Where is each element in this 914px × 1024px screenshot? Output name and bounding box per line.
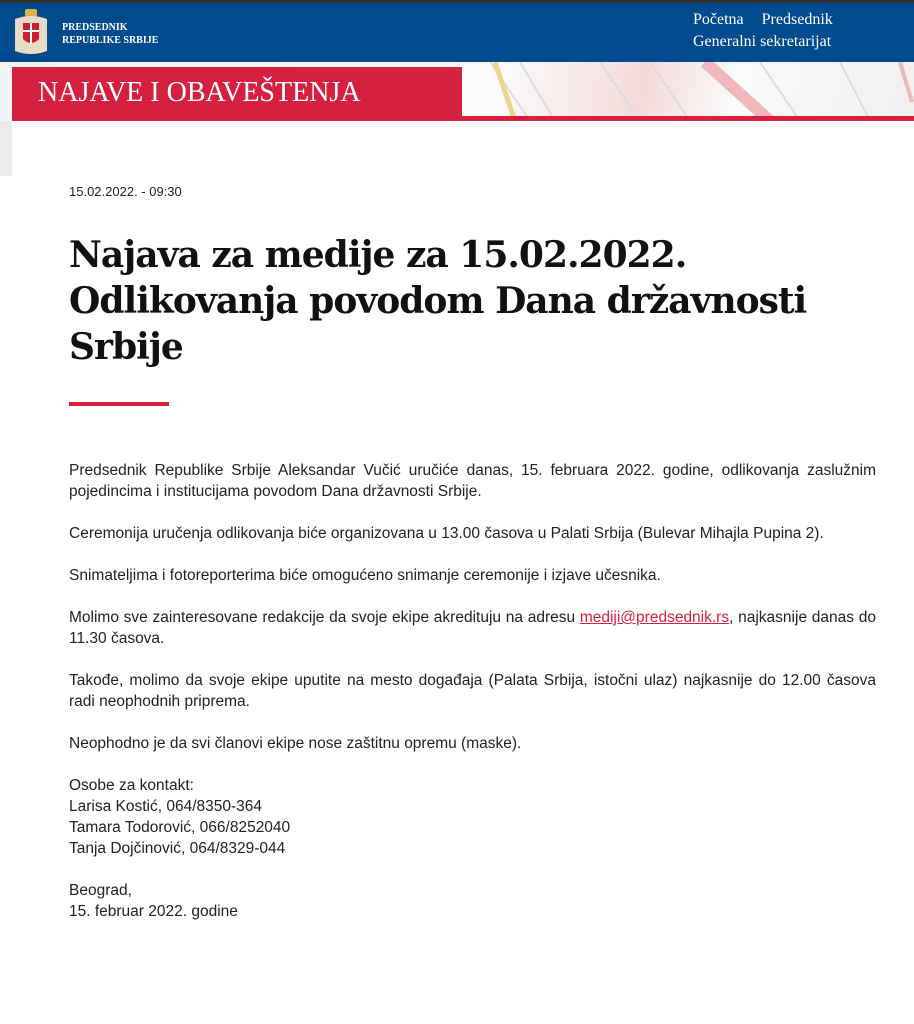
paragraph: Neophodno je da svi članovi ekipe nose zaštitnu opremu (maske).	[69, 735, 522, 752]
nav-predsednik[interactable]: Predsednik	[761, 11, 833, 28]
paragraph: Ceremonija uručenja odlikovanja biće organizovana u 13.00 časova u Palati Srbija (Bulevar Mihajla Pupina 2).	[69, 525, 824, 542]
contact-item: Tamara Todorović, 066/8252040	[69, 819, 291, 836]
nav-generalni-sekretarijat[interactable]: Generalni sekretarijat	[693, 33, 832, 50]
title-accent-bar	[69, 402, 169, 406]
paragraph-text: , najkasnije danas do 11.30 časova.	[69, 609, 876, 647]
signature-date: 15. februar 2022. godine	[69, 903, 238, 920]
brand-name[interactable]	[62, 21, 158, 47]
contact-item: Tanja Dojčinović, 064/8329-044	[69, 840, 286, 857]
contacts	[69, 775, 876, 859]
paragraph	[69, 607, 876, 649]
article-title: Najava za medije za 15.02.2022. Odlikovanja povodom Dana državnosti Srbije	[69, 234, 807, 368]
site-header	[0, 3, 914, 62]
left-gutter	[0, 121, 12, 176]
signature-place: Beograd,	[69, 882, 132, 899]
main-nav	[693, 9, 908, 53]
brand-line-2: REPUBLIKE SRBIJE	[62, 35, 159, 46]
nav-pocetna[interactable]: Početna	[693, 11, 744, 28]
email-link[interactable]: mediji@predsednik.rs	[579, 609, 730, 626]
paragraph: Snimateljima i fotoreporterima biće omogućeno snimanje ceremonije i izjave učesnika.	[69, 567, 661, 584]
contacts-label: Osobe za kontakt:	[69, 777, 194, 794]
section-divider	[12, 116, 914, 121]
paragraph-text: Molimo sve zainteresovane redakcije da svoje ekipe akredituju na adresu	[69, 609, 580, 626]
article-date: 15.02.2022. - 09:30	[69, 184, 182, 199]
paragraph: Takođe, molimo da svoje ekipe uputite na mesto događaja (Palata Srbija, istočni ulaz) najkasnije do 12.00 časova radi neophodnih priprema.	[69, 672, 876, 710]
article-body	[69, 460, 876, 943]
contact-item: Larisa Kostić, 064/8350-364	[69, 798, 263, 815]
coat-of-arms-logo[interactable]	[12, 7, 50, 57]
section-title: NAJAVE I OBAVEŠTENJA	[12, 67, 462, 116]
paragraph: Predsednik Republike Srbije Aleksandar Vučić uručiće danas, 15. februara 2022. godine, odlikovanja zaslužnim pojedincima i institucijama povodom Dana državnosti Srbije.	[69, 462, 876, 500]
signature	[69, 880, 876, 922]
brand-line-1: PREDSEDNIK	[62, 22, 128, 33]
